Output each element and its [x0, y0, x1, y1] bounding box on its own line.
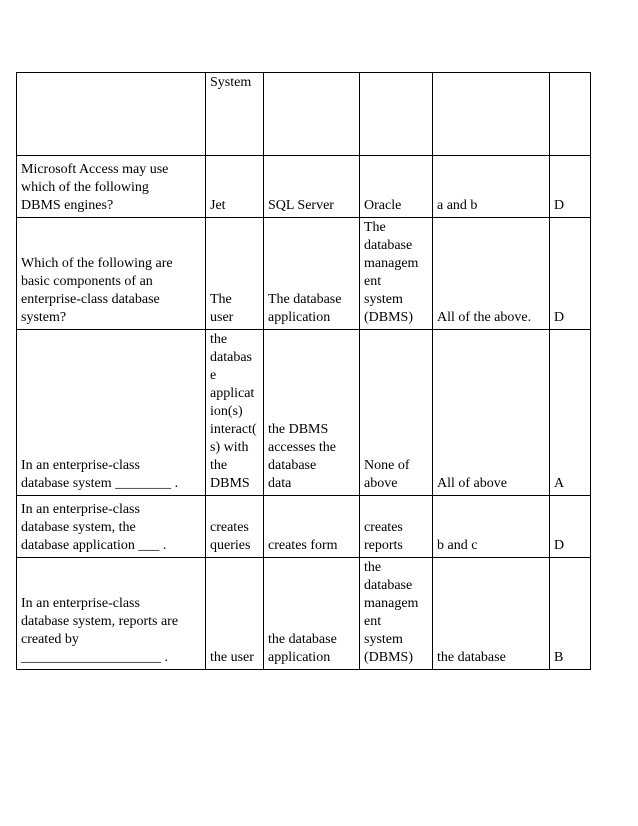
option-a-cell: The user: [206, 218, 264, 330]
table-row: [17, 156, 591, 218]
option-b-cell: SQL Server: [264, 156, 360, 218]
answer-cell: D: [550, 496, 591, 558]
option-a-cell: the user: [206, 558, 264, 670]
answer-cell: [550, 73, 591, 156]
quiz-table: [16, 72, 591, 670]
option-d-cell: a and b: [433, 156, 550, 218]
option-d-cell: the database: [433, 558, 550, 670]
question-cell: In an enterprise-class database system, the database application ___ .: [17, 496, 206, 558]
question-cell: In an enterprise-class database system, reports are created by ____________________ .: [17, 558, 206, 670]
table-row: [17, 218, 591, 330]
option-b-cell: [264, 73, 360, 156]
table-row: [17, 73, 591, 156]
option-b-cell: the database application: [264, 558, 360, 670]
answer-cell: A: [550, 330, 591, 496]
table-row: [17, 558, 591, 670]
option-a-cell: creates queries: [206, 496, 264, 558]
option-b-cell: creates form: [264, 496, 360, 558]
question-cell: Which of the following are basic components of an enterprise-class database system?: [17, 218, 206, 330]
option-b-cell: the DBMS accesses the database data: [264, 330, 360, 496]
question-cell: [17, 73, 206, 156]
option-d-cell: All of the above.: [433, 218, 550, 330]
question-cell: In an enterprise-class database system ________ .: [17, 330, 206, 496]
option-c-cell: the database managem ent system (DBMS): [360, 558, 433, 670]
option-a-cell: System: [206, 73, 264, 156]
option-c-cell: None of above: [360, 330, 433, 496]
option-c-cell: Oracle: [360, 156, 433, 218]
option-c-cell: creates reports: [360, 496, 433, 558]
answer-cell: D: [550, 218, 591, 330]
table-row: [17, 496, 591, 558]
option-d-cell: All of above: [433, 330, 550, 496]
table-row: [17, 330, 591, 496]
option-c-cell: The database managem ent system (DBMS): [360, 218, 433, 330]
option-a-cell: the databas e applicat ion(s) interact( s) with the DBMS: [206, 330, 264, 496]
option-d-cell: b and c: [433, 496, 550, 558]
question-cell: Microsoft Access may use which of the following DBMS engines?: [17, 156, 206, 218]
option-d-cell: [433, 73, 550, 156]
answer-cell: B: [550, 558, 591, 670]
option-b-cell: The database application: [264, 218, 360, 330]
answer-cell: D: [550, 156, 591, 218]
option-c-cell: [360, 73, 433, 156]
option-a-cell: Jet: [206, 156, 264, 218]
